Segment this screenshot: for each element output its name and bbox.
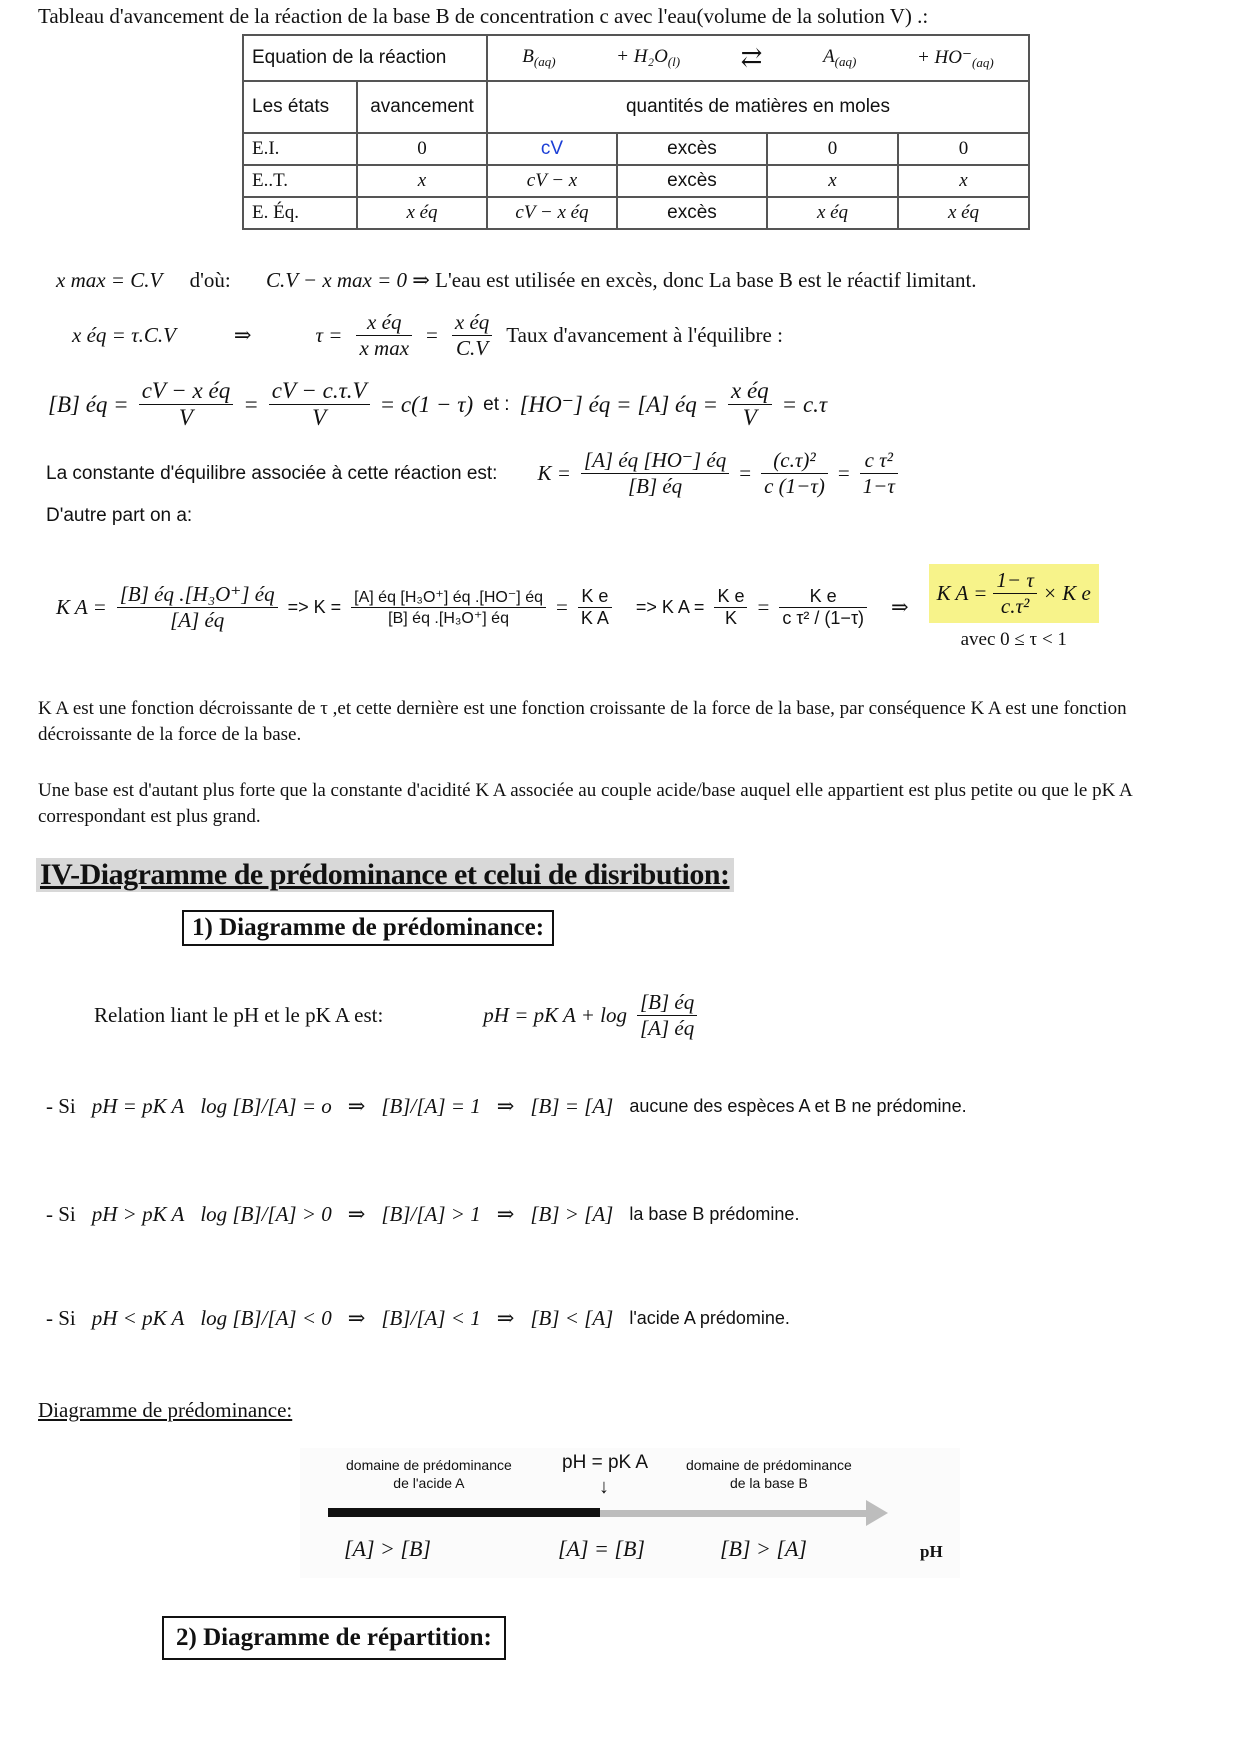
intro-text: Tableau d'avancement de la réaction de la base B de concentration c avec l'eau(volume de la solution V) .: — [38, 4, 929, 28]
species-b: $B_{(aq)}$ — [522, 46, 556, 69]
state-cell: E. Éq. — [243, 197, 357, 229]
eq-label: Equation de la réaction — [243, 35, 487, 81]
base-relation: [B] > [A] — [720, 1536, 807, 1561]
base-domain-label: domaine de prédominance de la base B — [686, 1457, 852, 1491]
acid-relation: [A] > [B] — [344, 1536, 431, 1561]
adv-label: avancement — [357, 81, 487, 133]
adv-cell: x éq — [357, 197, 487, 229]
table-row — [243, 165, 1029, 197]
state-cell: E.I. — [243, 133, 357, 165]
ho-cell: x — [898, 165, 1029, 197]
state-cell: E..T. — [243, 165, 357, 197]
acid-domain-label: domaine de prédominance de l'acide A — [346, 1457, 512, 1491]
k-line: La constante d'équilibre associée à cette réaction est: K = $\frac{[A] éq [HO^-] éq}{[B] éq}$ = $\frac{\text{(c.τ)²}}{c (1-\tau)}$ = $\frac{\text{c τ²}}{1-\tau}$ — [46, 448, 898, 499]
xmax-line: x max = C.V d'où: C.V − x max = 0 ⇒ L'eau est utilisée en excès, donc La base B est le réactif limitant. — [56, 268, 977, 292]
ho-cell: x éq — [898, 197, 1029, 229]
paragraph-ka-decreasing: K A est une fonction décroissante de τ ,et cette dernière est une fonction croissante de la force de la base, par conséquence K A est une fonction décroissante de la force de la base. — [38, 698, 1127, 745]
pka-label: pH = pK A — [562, 1452, 649, 1473]
acid-domain-bar — [328, 1508, 600, 1517]
a-cell: 0 — [767, 133, 898, 165]
adv-cell: 0 — [357, 133, 487, 165]
table-row — [243, 133, 1029, 165]
paragraph-base-strength: Une base est d'autant plus forte que la constante d'acidité K A associée au couple acide/base auquel elle appartient est plus petite ou que le pK A correspondant est plus grand. — [38, 780, 1132, 827]
axis-arrow-icon — [866, 1500, 888, 1526]
ho-cell: 0 — [898, 133, 1029, 165]
case-equal: - Si pH = pK A log [B]/[A] = o ⇒ [B]/[A] = 1 ⇒ [B] = [A] aucune des espèces A et B ne prédomine. — [46, 1094, 967, 1118]
equilibrium-arrow-icon: ⇄ — [740, 43, 763, 72]
dautre-part: D'autre part on a: — [46, 505, 193, 526]
table-row — [243, 197, 1029, 229]
species-a: $A_{(aq)}$ — [823, 46, 857, 69]
diagram-title: Diagramme de prédominance: — [38, 1398, 293, 1422]
b-cell: cV − x — [487, 165, 617, 197]
qty-label: quantités de matières en moles — [487, 81, 1029, 133]
adv-cell: x — [357, 165, 487, 197]
reaction-table — [242, 34, 1030, 230]
section-title: IV-Diagramme de prédominance et celui de disribution: — [36, 858, 734, 892]
b-cell: cV − x éq — [487, 197, 617, 229]
species-ho: + $HO^-_{(aq)}$ — [916, 46, 994, 70]
predominance-diagram — [300, 1448, 960, 1578]
water-cell: excès — [617, 197, 767, 229]
a-cell: x — [767, 165, 898, 197]
b-cell: cV — [487, 133, 617, 165]
concentration-line: [B] éq = $\frac{\text{cV − x éq}}{V}$ = $\frac{cV - c.\tau.V}{V}$ = c(1 − τ) et : [HO⁻] éq = [A] éq = $\frac{\text{x éq}}{V}$ = c.τ — [48, 378, 828, 430]
case-greater: - Si pH > pK A log [B]/[A] > 0 ⇒ [B]/[A] > 1 ⇒ [B] > [A] la base B prédomine. — [46, 1202, 800, 1226]
tau-line: x éq = τ.C.V ⇒ τ = $\frac{\text{x éq}}{\text{x max}}$ = $\frac{\text{x éq}}{C.V}$ Taux d'avancement à l'équilibre : — [72, 310, 783, 360]
down-arrow-icon: ↓ — [599, 1476, 609, 1498]
ph-relation: Relation liant le pH et le pK A est: pH = pK A + log $\frac{[B] éq}{[A] éq}$ — [94, 990, 697, 1041]
ka-line: K A = $\frac{\text{[B] éq .[H₃O⁺] éq}}{[A] éq}$ => K = $\frac{\text{[A] éq [H₃O⁺] éq .[HO⁻] éq}}{\text{[B] éq .[H₃O⁺] éq}}$ = $\frac{\text{K e}}{\text{K A}}$ => K A = $\frac{\text{K e}}{K}$ = $\frac{\text{K e}}{\text{c τ² / (1−τ)}}$ ⇒ K A = $\frac{1- \tau}{\text{c.τ²}}$ × K e avec 0 ≤ τ < 1 — [56, 552, 1176, 662]
species-water: + $H_2O_{(l)}$ — [616, 46, 681, 69]
subsection-predominance: 1) Diagramme de prédominance: — [182, 910, 554, 946]
equal-relation: [A] = [B] — [558, 1536, 645, 1561]
ka-result-highlight: K A = $\frac{1- \tau}{\text{c.τ²}}$ × K e — [929, 564, 1099, 623]
base-domain-bar — [600, 1510, 868, 1517]
a-cell: x éq — [767, 197, 898, 229]
water-cell: excès — [617, 165, 767, 197]
ph-axis-label: pH — [920, 1542, 943, 1561]
case-less: - Si pH < pK A log [B]/[A] < 0 ⇒ [B]/[A] < 1 ⇒ [B] < [A] l'acide A prédomine. — [46, 1306, 790, 1330]
states-label: Les états — [243, 81, 357, 133]
subsection-repartition: 2) Diagramme de répartition: — [162, 1616, 506, 1660]
water-cell: excès — [617, 133, 767, 165]
